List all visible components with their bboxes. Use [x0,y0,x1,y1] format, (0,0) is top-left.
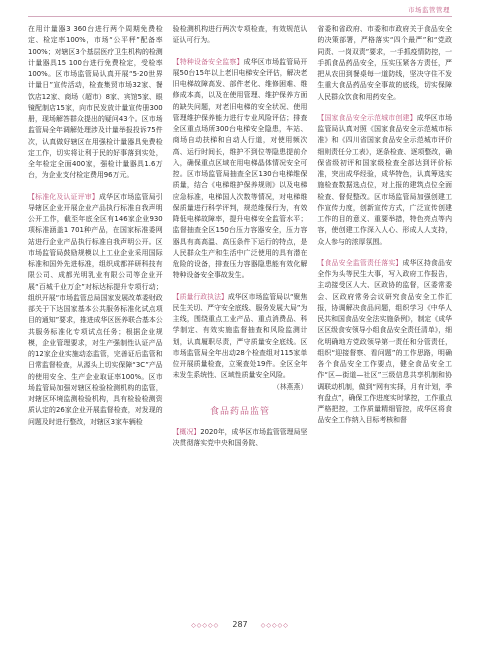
paragraph-text: 在用计量器3 360台进行两个周期免费检定、检定率100%，市场“公平秤”配备率100%；对辖区3个基层医疗卫生机构的检测计量器具15 100台进行免费检定，受检率100%。区市场监管局认真开展“5·20世界计量日”宣传活动，检查集贸市场32家、餐饮店12家、商场（超市）8家、宾馆5家、眼镜配制店15家，向市民发放计量宣传册300册，现场解答群众提出的疑问43个。区市场监管局全年调解处理涉及计量举报投诉75件次，认真做好辖区在用强检计量器具免费检定工作，切实将让利于民的好事落到实处，全年检定全面400家，强检计量器具1.6万台，为企业支付检定费用96万元。 [28,25,163,180]
section-label: 【食品安全监管责任落实】 [317,258,403,267]
paragraph [173,292,308,382]
section-heading: 食品药品监管 [210,406,271,417]
paragraph-text: 成华区市场监管局认真对照《国家食品安全示范城市标准》和《四川省国家食品安全示范城市评价细则责任分工表》，逐条检查、逐项整改，确保省级初评和国家级检查全部达到评价标准，突出成华经验，成华特色，认真筹选实施检查数据选点位，对上报的建筑点位全面检查、督促整改。区市场监管局加强创建工作宣传力度，创新宣传方式，广泛宣传创建工作的目的意义、重要举措，特色亮点等内容，使创建工作深入人心、形成人人支持，众人参与的浓厚氛围。 [317,113,453,246]
paragraph [28,192,163,428]
footer-decoration-left: ◇◇◇◇◇ [191,622,220,629]
paragraph [28,24,163,182]
section-label: 【概况】 [172,427,201,436]
paragraph-text: 成华区市场监管局引导辖区企业开展企业产品执行标准自我声明公开工作，截至年底全区有146家企业930项标准涵盖1 701种产品，在国家标准委网站进行企业产品执行标准自我声明公开。区市场监管局鼓励规模以上工业企业采用国际标准和国外先进标准，组织成都祥研科技有限公司、成都光明乳业有限公司等企业开展“百城千业万企”对标达标提升专项行动；组织开展“市场监管总局国家发展改革委财政部关于下达国家基本公共服务标准化试点项目的通知”要求，推进成华区医养联合基本公共服务标准化专项试点任务；根据企业规模，企业管理要求，对生产强制性认证产品的12家企业实施动态监管，完善证后监管和日常监督检查，从源头上切实保障“3C”产品的使用安全、生产企业取证率100%。区市场监管局加强对辖区检验检测机构的监管，对辖区环境监测检验机构，具有检验检测资质认定的26家企业开展监督检查，对发现的问题及时进行整改，对辖区3家车辆检 [28,192,163,426]
paragraph-text: 成华区市场监管局开展50台15年以上老旧电梯安全评估，解决老旧电梯故障高发、部件老化、维修困难、维修成本高，以及在使用管理、维护保养方面的缺失问题，对老旧电梯的安全状况、使用管理维护保养能力进行专业风险评估；排查全区重点场所300台电梯安全隐患，车站、商场自动扶梯和自动人行道，对使用频次高、运行时间长，维护不到位等隐患提前介入，确保重点区域在用电梯晶体情况安全可控。区市场监管局抽查全区130台电梯维保质量，结合《电梯维护保养规则》以及电梯应急标准，电梯国人次数等情况，对电梯维保质量进行科学评判，规范维保行为，有效降低电梯故障率，提升电梯安全监管水平；监督抽查全区150台压力容器安全，压力容器具有高高温、高压条件下运行的特点，是人民群众生产和生活中广泛使用的具有潜在危险的设备，排查压力容器隐患能有效化解特种设备安全事故发生。 [172,57,308,280]
column-1 [28,24,163,614]
paragraph-text: 成华区市场监管局以“聚焦民生关切、严守安全底线、服务发展大局”为主线，围绕重点工业产品、重点消费品、科学制定、有效实施监督抽查和风险监测计划，认真履职尽责，严守质量安全底线。区市场监管局全年出动28个检查组对115家单位开展质量检查，立案查处19件。全区全年未发生系统性、区域性质量安全风险。 [172,292,308,380]
paragraph-text: 成华区持食品安全作为头等民生大事，写入政府工作报告，主动接受区人大、区政协的监督，区委常委会、区政府常务会议研究食品安全工作汇报，协调解决食品问题，组织学习《中华人民共和国食品安全法实施条例》，制定《成华区区级食安领导小组食品安全责任清单》，细化明确地方党政领导第一责任和分管责任，组织“迎接督察、看问题”的工作思路，明确各个食品安全工作要点，健全食品安全工作“区—街道—社区”三级信息共享机制和协调联动机制，做到“网有实择，月有计划，季有盘点”，确保工作进度实时掌控，工作重点严格把控，工作质量精细管控，成华区将食品安全工作纳入目标考核和督 [317,258,453,425]
paragraph-text: 省委和省政府、市委和市政府关于食品安全的决策部署，严格落实“四个最严”和“党政同责、一岗双责”要求，一手抓疫情防控，一手抓食品药品安全，压实压紧各方责任，严把从农田到餐桌每一道防线，坚决守住不发生重大食品药品安全事故的底线，切实保障人民群众饮食和用药安全。 [317,25,453,101]
section-label: 【标准化及认证评审】 [28,192,99,201]
footer-decoration-right: ◇◇◇◇◇ [260,622,289,629]
section-label: 【特种设备安全监察】 [172,57,244,66]
column-2 [173,24,308,614]
section-label: 【质量行政执法】 [172,292,228,301]
paragraph [173,427,308,450]
paragraph [317,113,452,248]
page-number: 287 [232,620,248,629]
page-footer [0,612,480,632]
paragraph [173,24,308,47]
paragraph [317,258,452,427]
page-body [28,24,452,614]
running-header [0,0,480,22]
header-rule [28,16,452,17]
header-label: 市场监管管理 [408,6,450,14]
column-3 [317,24,452,614]
section-label: 【国家食品安全示范城市创建】 [317,113,417,122]
paragraph-text: 2020年，成华区市场监管管理局坚决贯彻落实党中央和国务院、 [172,427,308,447]
paragraph-text: 验检测机构进行两次专项检查，有效规范认证认可行为。 [172,25,308,45]
author-signature: （林燕燕） [272,382,308,391]
paragraph [173,57,308,282]
paragraph [317,24,452,103]
